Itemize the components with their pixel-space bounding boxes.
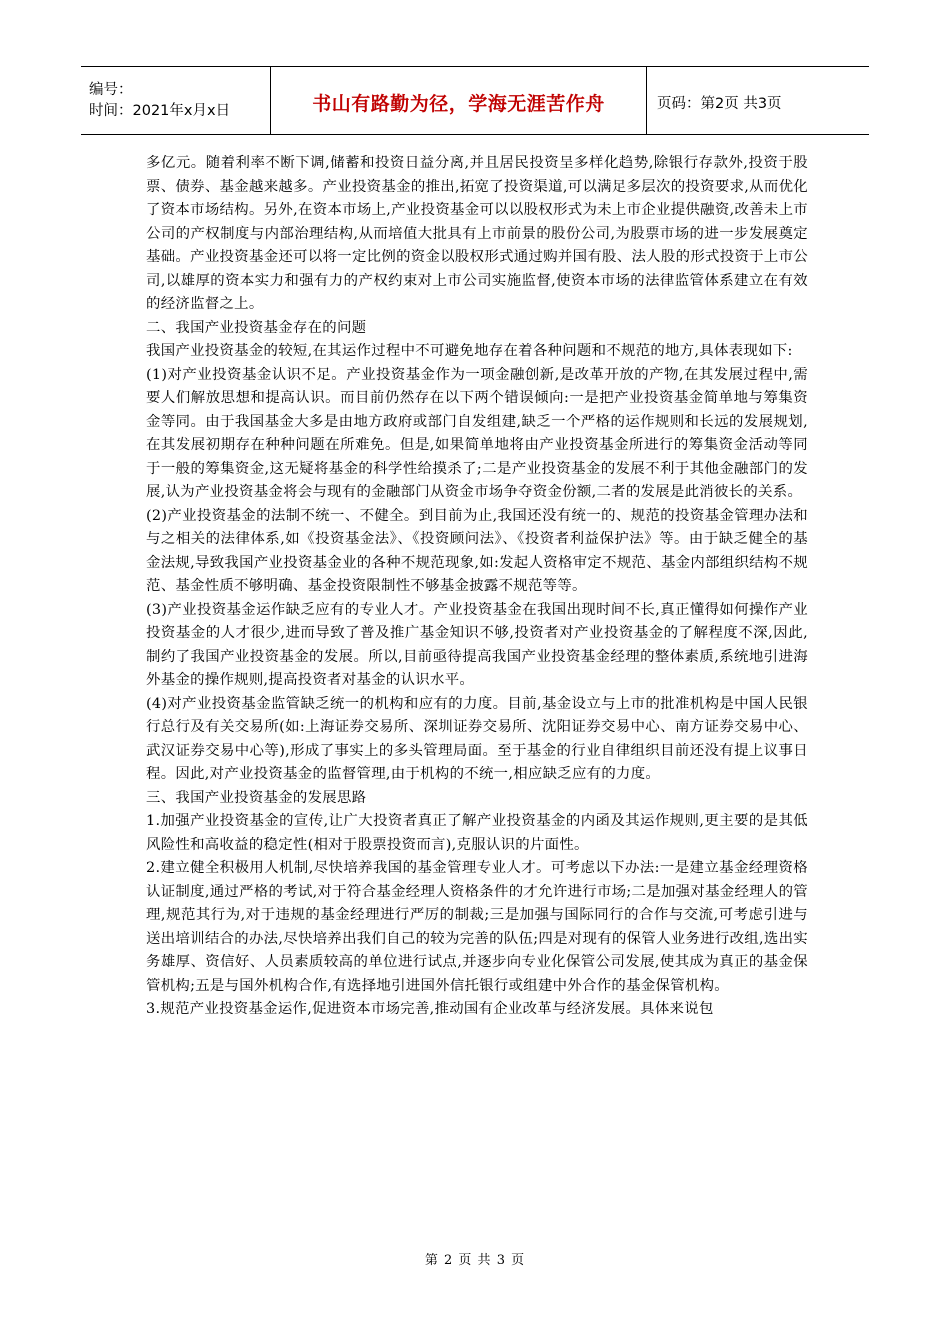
document-body bbox=[146, 152, 808, 1022]
page-footer: 第 2 页 共 3 页 bbox=[424, 1253, 526, 1268]
page-header bbox=[81, 66, 869, 135]
body-paragraph: (2)产业投资基金的法制不统一、不健全。到目前为止,我国还没有统一的、规范的投资基金管理办法和与之相关的法律体系,如《投资基金法》、《投资顾问法》、《投资者利益保护法》等。由于缺乏健全的基金法规,导致我国产业投资基金业的各种不规范现象,如:发起人资格审定不规范、基金内部组织结构不规范、基金性质不够明确、基金投资限制性不够基金披露不规范等等。 bbox=[146, 507, 808, 594]
section-heading: 三、我国产业投资基金的发展思路 bbox=[146, 789, 367, 806]
body-paragraph: (4)对产业投资基金监管缺乏统一的机构和应有的力度。目前,基金设立与上市的批准机构是中国人民银行总行及有关交易所(如:上海证券交易所、深圳证券交易所、沈阳证券交易中心、南方证券交易中心、武汉证券交易中心等),形成了事实上的多头管理局面。至于基金的行业自律组织目前还没有提上议事日程。因此,对产业投资基金的监督管理,由于机构的不统一,相应缺乏应有的力度。 bbox=[146, 695, 808, 782]
body-paragraph: 2.建立健全积极用人机制,尽快培养我国的基金管理专业人才。可考虑以下办法:一是建立基金经理资格认证制度,通过严格的考试,对于符合基金经理人资格条件的才允许进行市场;二是加强对基金经理人的管理,规范其行为,对于违规的基金经理进行严厉的制裁;三是加强与国际同行的合作与交流,可考虑引进与送出培训结合的办法,尽快培养出我们自己的较为完善的队伍;四是对现有的保管人业务进行改组,选出实务雄厚、资信好、人员素质较高的单位进行试点,并逐步向专业化保管公司发展,使其成为真正的基金保管机构;五是与国外机构合作,有选择地引进国外信托银行或组建中外合作的基金保管机构。 bbox=[146, 860, 808, 994]
header-meta-cell bbox=[81, 67, 271, 134]
document-number-label: 编号： bbox=[89, 81, 133, 98]
section-heading: 二、我国产业投资基金存在的问题 bbox=[146, 319, 367, 336]
header-page-cell bbox=[647, 67, 869, 134]
body-paragraph: 1.加强产业投资基金的宣传,让广大投资者真正了解产业投资基金的内函及其运作规则,更主要的是其低风险性和高收益的稳定性(相对于股票投资而言),克服认识的片面性。 bbox=[146, 813, 808, 853]
body-paragraph: (1)对产业投资基金认识不足。产业投资基金作为一项金融创新,是改革开放的产物,在其发展过程中,需要人们解放思想和提高认识。而目前仍然存在以下两个错误倾向:一是把产业投资基金简单地与筹集资金等同。由于我国基金大多是由地方政府或部门自发组建,缺乏一个严格的运作规则和长远的发展规划,在其发展初期存在种种问题在所难免。但是,如果简单地将由产业投资基金所进行的筹集资金活动等同于一般的筹集资金,这无疑将基金的科学性给摸杀了;二是产业投资基金的发展不利于其他金融部门的发展,认为产业投资基金将会与现有的金融部门从资金市场争夺资金份额,二者的发展是此消彼长的关系。 bbox=[146, 366, 808, 500]
body-paragraph: 3.规范产业投资基金运作,促进资本市场完善,推动国有企业改革与经济发展。具体来说包 bbox=[146, 1001, 714, 1017]
header-motto-cell bbox=[271, 67, 647, 134]
body-paragraph: (3)产业投资基金运作缺乏应有的专业人才。产业投资基金在我国出现时间不长,真正懂得如何操作产业投资基金的人才很少,进而导致了普及推广基金知识不够,投资者对产业投资基金的了解程度不深,因此,制约了我国产业投资基金的发展。所以,目前亟待提高我国产业投资基金经理的整体素质,系统地引进海外基金的操作规则,提高投资者对基金的认识水平。 bbox=[146, 601, 808, 688]
header-motto: 书山有路勤为径，学海无涯苦作舟 bbox=[312, 93, 605, 115]
body-paragraph: 我国产业投资基金的较短,在其运作过程中不可避免地存在着各种问题和不规范的地方,具体表现如下: bbox=[146, 343, 793, 359]
header-page-info: 页码：第2页 共3页 bbox=[657, 96, 782, 112]
body-paragraph: 多亿元。随着利率不断下调,储蓄和投资日益分离,并且居民投资呈多样化趋势,除银行存款外,投资于股票、债券、基金越来越多。产业投资基金的推出,拓宽了投资渠道,可以满足多层次的投资要求,从而优化了资本市场结构。另外,在资本市场上,产业投资基金可以以股权形式为未上市企业提供融资,改善未上市公司的产权制度与内部治理结构,从而培值大批具有上市前景的股份公司,为股票市场的进一步发展奠定基础。产业投资基金还可以将一定比例的资金以股权形式通过购并国有股、法人股的形式投资于上市公司,以雄厚的资本实力和强有力的产权约束对上市公司实施监督,使资本市场的法律监管体系建立在有效的经济监督之上。 bbox=[146, 155, 808, 312]
document-date-label: 时间：2021年x月x日 bbox=[89, 102, 231, 119]
